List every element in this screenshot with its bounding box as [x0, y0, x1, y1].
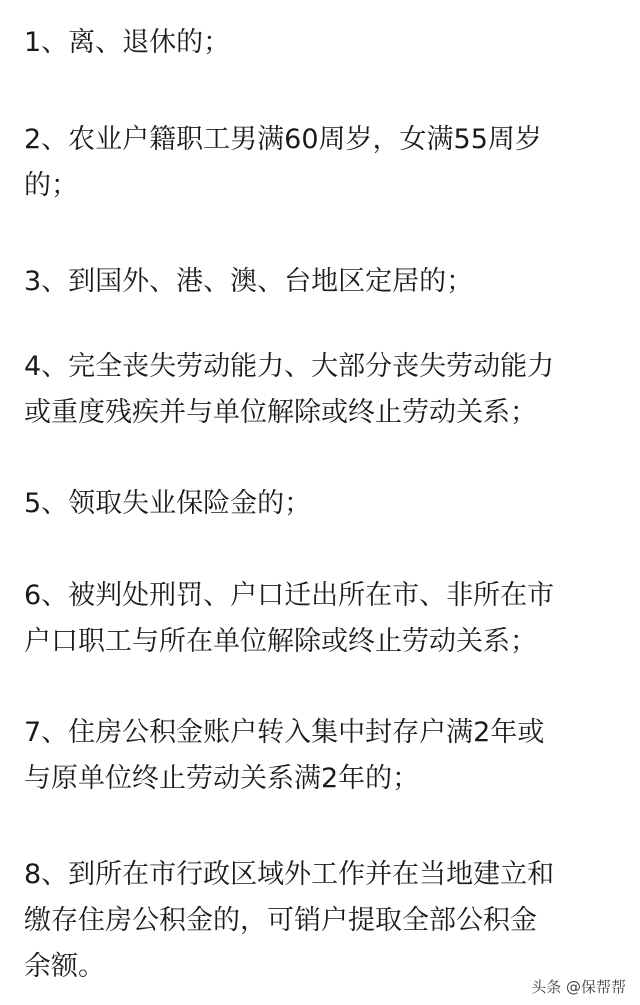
list-item-line: 与原单位终止劳动关系满2年的； — [24, 763, 420, 794]
list-item-5 — [24, 481, 624, 527]
list-item-3 — [24, 259, 624, 305]
list-item-line: 5、领取失业保险金的； — [24, 488, 312, 519]
list-item-line: 户口职工与所在单位解除或终止劳动关系； — [24, 626, 537, 657]
list-item-4 — [24, 344, 624, 436]
source-watermark: 头条 @保帮帮 — [531, 978, 626, 996]
list-item-8 — [24, 852, 624, 990]
list-item-line: 或重度残疾并与单位解除或终止劳动关系； — [24, 397, 537, 428]
list-item-7 — [24, 710, 624, 802]
list-item-2 — [24, 117, 624, 209]
list-item-line: 缴存住房公积金的，可销户提取全部公积金 — [24, 905, 537, 936]
list-item-line: 6、被判处刑罚、户口迁出所在市、非所在市 — [24, 580, 555, 611]
list-item-line: 8、到所在市行政区域外工作并在当地建立和 — [24, 859, 555, 890]
list-item-line: 余额。 — [24, 951, 105, 982]
list-item-6 — [24, 573, 624, 665]
list-item-1 — [24, 20, 624, 66]
list-item-line: 1、离、退休的； — [24, 27, 231, 58]
list-item-line: 7、住房公积金账户转入集中封存户满2年或 — [24, 717, 545, 748]
list-item-line: 4、完全丧失劳动能力、大部分丧失劳动能力 — [24, 351, 555, 382]
list-item-line: 2、农业户籍职工男满60周岁，女满55周岁 — [24, 124, 542, 155]
list-item-line: 3、到国外、港、澳、台地区定居的； — [24, 266, 474, 297]
list-item-line: 的； — [24, 170, 78, 201]
